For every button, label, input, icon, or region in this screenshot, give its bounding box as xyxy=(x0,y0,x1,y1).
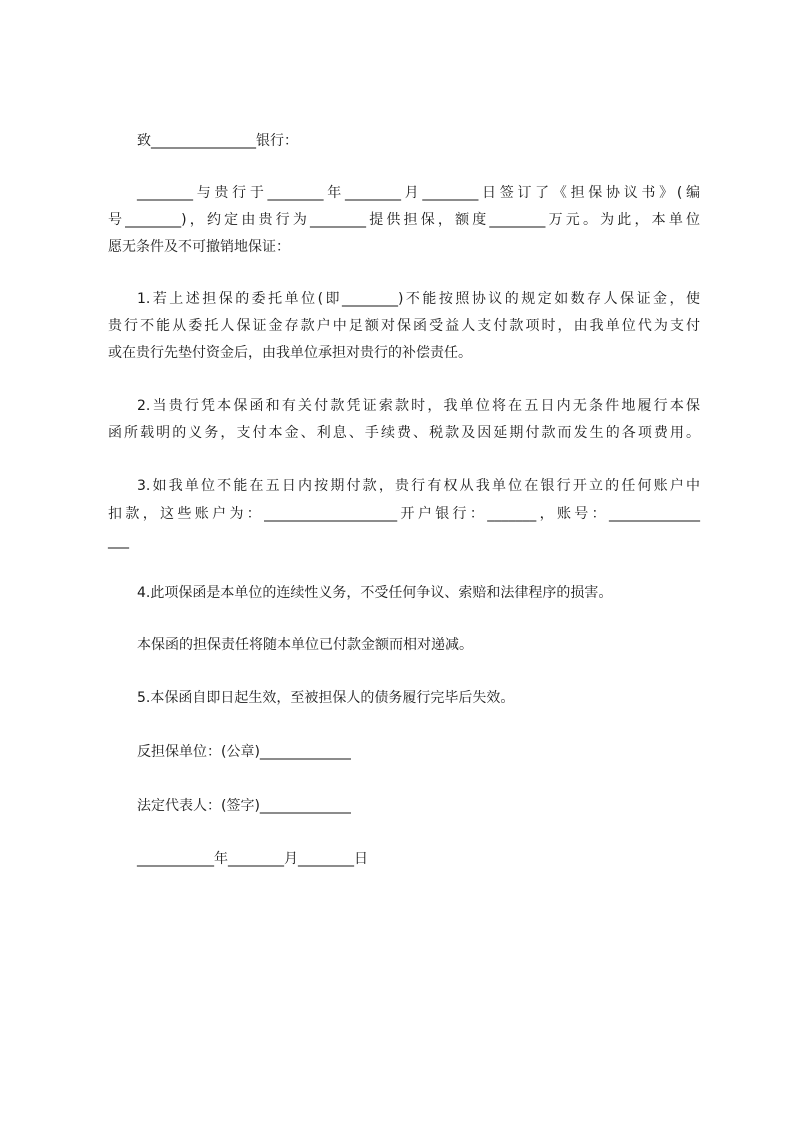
counter-guarantor-signature-line: 反担保单位：(公章)_____________ xyxy=(137,744,351,760)
clause-4: 4.此项保函是本单位的连续性义务，不受任何争议、索赔和法律程序的损害。 xyxy=(137,585,613,601)
clause-2-line-1: 2.当贵行凭本保函和有关付款凭证索款时，我单位将在五日内无条件地履行本保 xyxy=(137,398,700,414)
intro-line-2: 号________)，约定由贵行为________提供担保，额度________万元。为此，本单位 xyxy=(108,212,700,228)
date-line: ___________年________月________日 xyxy=(137,851,368,867)
clause-1-line-1: 1.若上述担保的委托单位(即________)不能按照协议的规定如数存人保证金，使 xyxy=(137,291,700,307)
clause-1-line-2: 贵行不能从委托人保证金存款户中足额对保函受益人支付款项时，由我单位代为支付 xyxy=(108,318,700,334)
clause-5: 5.本保函自即日起生效，至被担保人的债务履行完毕后失效。 xyxy=(137,690,515,706)
intro-line-3: 愿无条件及不可撤销地保证： xyxy=(108,239,290,255)
clause-3-line-2: 扣款，这些账户为：___________________开户银行：_______，账号：_____________ xyxy=(108,506,700,522)
clause-1-line-3: 或在贵行先垫付资金后，由我单位承担对贵行的补偿责任。 xyxy=(108,345,472,361)
salutation: 致_______________银行： xyxy=(137,133,298,149)
decrement-note: 本保函的担保责任将随本单位已付款金额而相对递减。 xyxy=(137,637,473,653)
clause-3-line-3: ___ xyxy=(108,533,129,549)
clause-3-line-1: 3.如我单位不能在五日内按期付款，贵行有权从我单位在银行开立的任何账户中 xyxy=(137,478,700,494)
legal-representative-signature-line: 法定代表人：(签字)_____________ xyxy=(137,798,351,814)
clause-2-line-2: 函所载明的义务，支付本金、利息、手续费、税款及因延期付款而发生的各项费用。 xyxy=(108,425,700,441)
intro-line-1: ________与贵行于________年________月________日签订了《担保协议书》(编 xyxy=(137,185,700,201)
